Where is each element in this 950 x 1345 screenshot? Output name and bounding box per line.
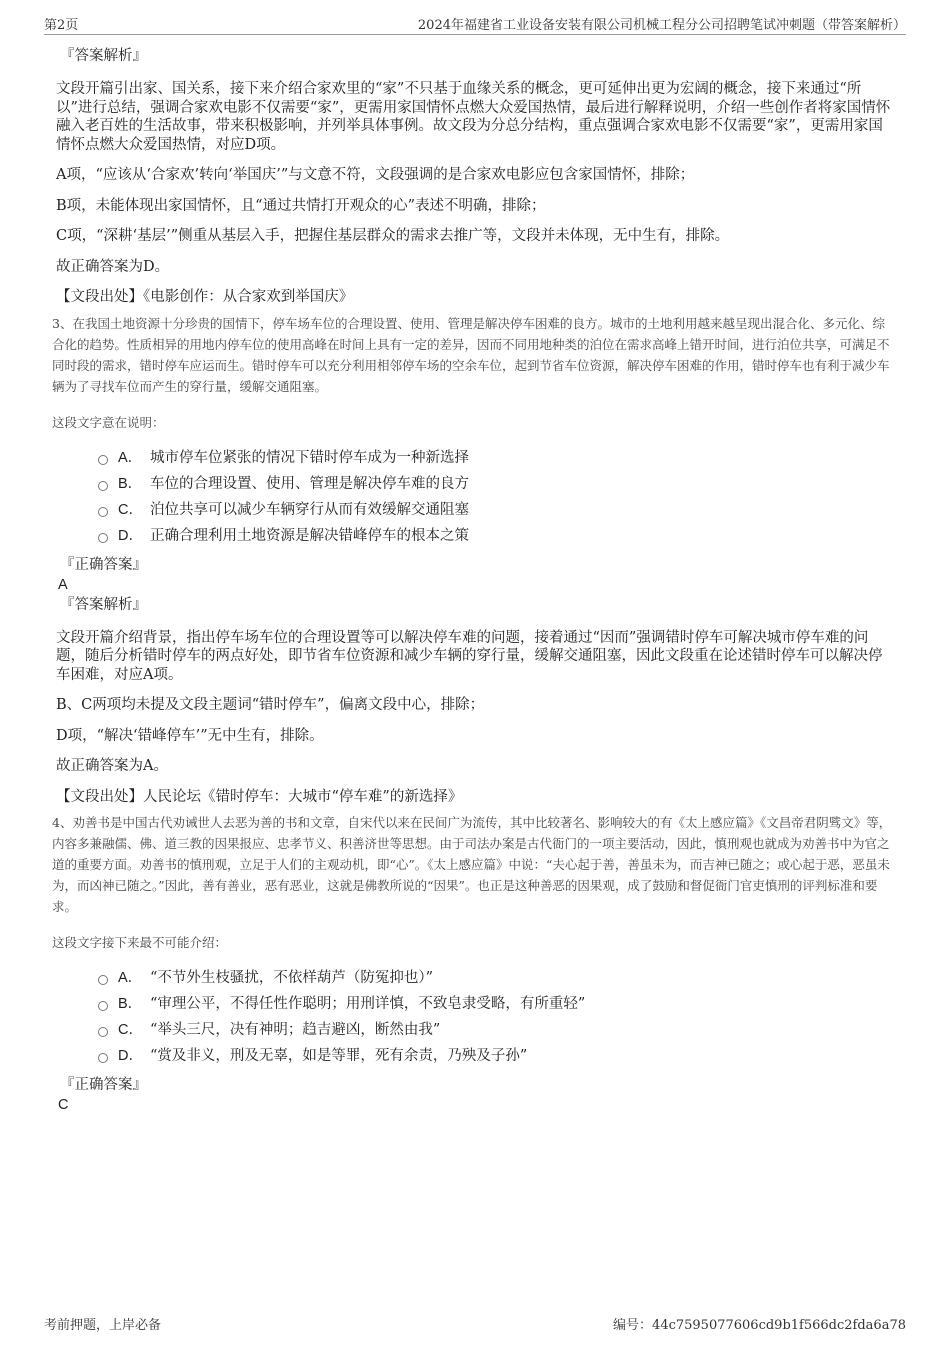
document-id: 编号：44c7595077606cd9b1f566dc2fda6a78: [613, 1318, 906, 1333]
question-4-prompt: 这段文字接下来最不可能介绍：: [52, 935, 228, 950]
footer-slogan: 考前押题，上岸必备: [44, 1318, 162, 1333]
q4-option-d[interactable]: D． “赏及非义，刑及无辜，如是等罪，死有余责，乃殃及子孙”: [98, 1043, 896, 1069]
source-note: 【文段出处】人民论坛《错时停车：大城市“停车难”的新选择》: [56, 788, 463, 805]
radio-icon[interactable]: [98, 1001, 108, 1011]
radio-icon[interactable]: [98, 1027, 108, 1037]
question-3-prompt: 这段文字意在说明：: [52, 414, 165, 430]
question-3-options: [98, 445, 896, 549]
document-title: 2024年福建省工业设备安装有限公司机械工程分公司招聘笔试冲刺题（带答案解析）: [417, 18, 906, 33]
radio-icon[interactable]: [98, 1053, 108, 1063]
radio-icon[interactable]: [98, 533, 108, 543]
analysis-label: 『答案解析』: [60, 596, 147, 613]
question-4-options: [98, 965, 896, 1069]
question-3-text: 3、在我国土地资源十分珍贵的国情下，停车场车位的合理设置、使用、管理是解决停车困难的良方。城市的土地利用越来越呈现出混合化、多元化、综合化的趋势。性质相异的用地内停车位的使用高峰在时间上具有一定的差异，因而不同用地种类的泊位在需求高峰上错开时间，进行泊位共享，可满足不同时段的需求，错时停车应运而生。错时停车可以充分利用相邻停车场的空余车位，起到节省车位资源，解决停车困难的作用，错时停车也有利于减少车辆为了寻找车位而产生的穿行量，缓解交通阻塞。: [52, 315, 890, 394]
q3-option-b[interactable]: B． 车位的合理设置、使用、管理是解决停车难的良方: [98, 471, 896, 497]
page-number: 第2页: [44, 18, 79, 33]
answer-conclusion: 故正确答案为D。: [56, 258, 170, 275]
analysis-label: 『答案解析』: [60, 48, 147, 64]
option-c-note: C项，“深耕‘基层’”侧重从基层入手，把握住基层群众的需求去推广等，文段并未体现，无中生有，排除。: [56, 228, 730, 244]
radio-icon[interactable]: [98, 455, 108, 465]
correct-answer: C: [58, 1097, 69, 1113]
question-4-text: 4、劝善书是中国古代劝诫世人去恶为善的书和文章，自宋代以来在民间广为流传，其中比较著名、影响较大的有《太上感应篇》《文昌帝君阴骘文》等，内容多兼融儒、佛、道三教的因果报应、忠孝节义、积善济世等思想。由于司法办案是古代衙门的一项主要活动，因此，慎刑观也就成为劝善书中为官之道的重要方面。劝善书的慎刑观，立足于人们的主观动机，即“心”。《太上感应篇》中说：“夫心起于善，善虽未为，而吉神已随之；或心起于恶，恶虽未为，而凶神已随之。”因此，善有善业，恶有恶业，这就是佛教所说的“因果”。也正是这种善恶的因果观，成了鼓励和督促衙门官吏慎刑的评判标准和要求。: [52, 815, 892, 914]
q3-option-d[interactable]: D． 正确合理利用土地资源是解决错峰停车的根本之策: [98, 523, 896, 549]
analysis-text: 文段开篇引出家、国关系，接下来介绍合家欢里的“家”不只基于血缘关系的概念，更可延伸出更为宏阔的概念，接下来通过“所以”进行总结，强调合家欢电影不仅需要“家”，更需用家国情怀点燃大众爱国热情，最后进行解释说明，介绍一些创作者将家国情怀融入老百姓的生活故事，带来积极影响，并列举具体事例。故文段为分总分结构，重点强调合家欢电影不仅需要“家”，更需用家国情怀点燃大众爱国热情，对应D项。: [56, 81, 891, 153]
correct-answer-label: 『正确答案』: [60, 1077, 147, 1093]
q3-option-a[interactable]: A． 城市停车位紧张的情况下错时停车成为一种新选择: [98, 445, 896, 471]
q4-option-c[interactable]: C． “举头三尺，决有神明；趋吉避凶，断然由我”: [98, 1017, 896, 1043]
answer-conclusion: 故正确答案为A。: [56, 758, 168, 774]
option-a-note: A项，“应该从‘合家欢’转向‘举国庆’”与文意不符，文段强调的是合家欢电影应包含家国情怀，排除；: [56, 167, 695, 183]
option-d-note: D项，“解决‘错峰停车’”无中生有，排除。: [56, 727, 324, 744]
page-header: [44, 14, 906, 35]
q3-option-c[interactable]: C． 泊位共享可以减少车辆穿行从而有效缓解交通阻塞: [98, 497, 896, 523]
radio-icon[interactable]: [98, 975, 108, 985]
option-bc-note: B、C两项均未提及文段主题词“错时停车”，偏离文段中心，排除；: [56, 697, 485, 713]
correct-answer: A: [58, 576, 68, 593]
analysis-text: 文段开篇介绍背景，指出停车场车位的合理设置等可以解决停车难的问题，接着通过“因而”强调错时停车可解决城市停车难的问题，随后分析错时停车的两点好处，即节省车位资源和减少车辆的穿行量，缓解交通阻塞，因此文段重在论述错时停车可以解决停车困难，对应A项。: [56, 629, 883, 683]
radio-icon[interactable]: [98, 507, 108, 517]
page-content: [52, 46, 896, 1115]
radio-icon[interactable]: [98, 481, 108, 491]
option-b-note: B项，未能体现出家国情怀，且“通过共情打开观众的心”表述不明确，排除；: [56, 197, 546, 214]
q4-option-b[interactable]: B． “审理公平，不得任性作聪明；用刑详慎，不致皂隶受略，有所重轻”: [98, 991, 896, 1017]
q4-option-a[interactable]: A． “不节外生枝骚扰，不依样葫芦（防冤抑也）”: [98, 965, 896, 991]
correct-answer-label: 『正确答案』: [60, 556, 147, 573]
source-note: 【文段出处】《电影创作：从合家欢到举国庆》: [56, 289, 354, 305]
